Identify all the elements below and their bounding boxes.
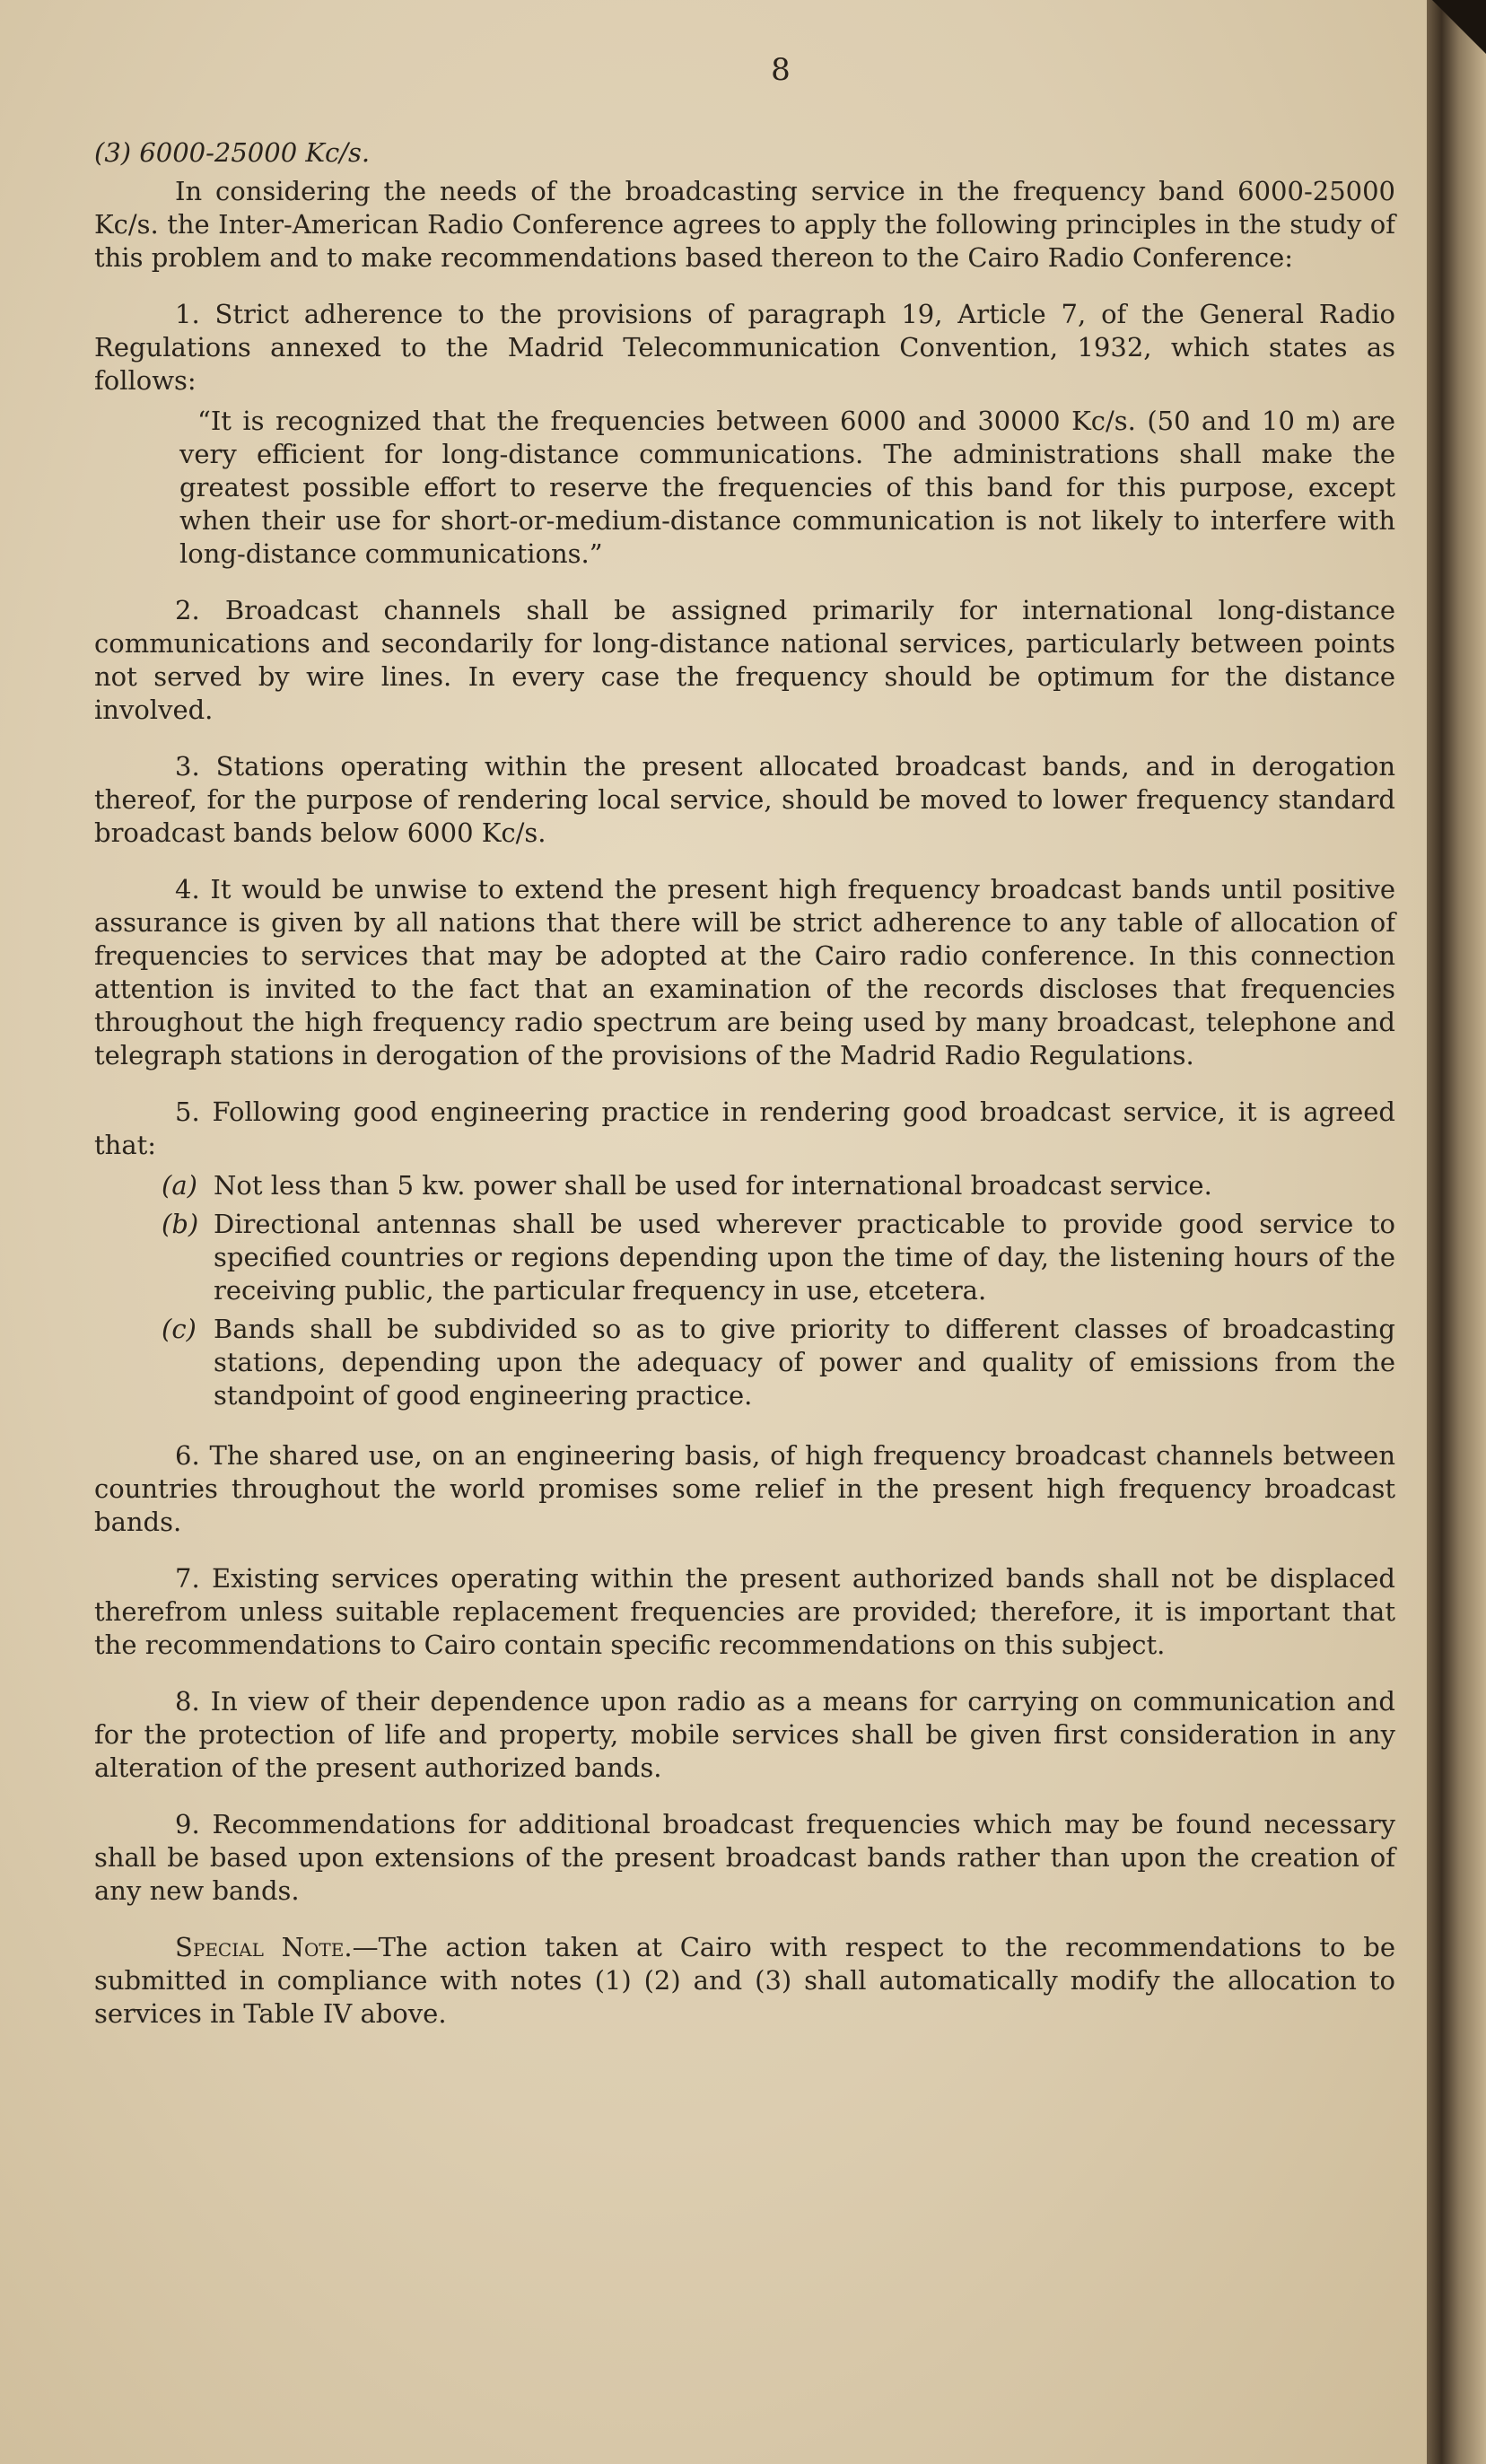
- special-note: [94, 1931, 1395, 2031]
- subitem-b: [162, 1208, 1395, 1307]
- item-2: 2. Broadcast channels shall be assigned primarily for international long-distance communications and secondarily for long-distance national services, particularly between points not served by wire lines. In every case the frequency should be optimum for the distance involved.: [94, 595, 1395, 725]
- subitem-text: Bands shall be subdivided so as to give priority to different classes of broadcasting stations, depending upon the adequacy of power and quality of emissions from the standpoint of good engineering practice.: [214, 1314, 1395, 1411]
- page-text: [94, 54, 1395, 2054]
- item-5: 5. Following good engineering practice in rendering good broadcast service, it is agreed that:: [94, 1097, 1395, 1160]
- subitem-c: [162, 1313, 1395, 1412]
- special-note-text: —The action taken at Cairo with respect to the recommendations to be submitted in compliance with notes (1) (2) and (3) shall automatically modify the allocation to services in Table IV above.: [94, 1932, 1396, 2029]
- special-note-label: Special Note.: [175, 1932, 353, 1962]
- page-corner-shadow: [1432, 0, 1486, 54]
- item-4: 4. It would be unwise to extend the present high frequency broadcast bands until positive assurance is given by all nations that there will be strict adherence to any table of allocation of frequencies to services that may be adopted at the Cairo radio conference. In this connection attention is invited to the fact that an examination of the records discloses that frequencies throughout the high frequency radio spectrum are being used by many broadcast, telephone and telegraph stations in derogation of the provisions of the Madrid Radio Regulations.: [94, 874, 1395, 1070]
- subitem-text: Not less than 5 kw. power shall be used for international broadcast service.: [214, 1170, 1212, 1201]
- book-gutter: [1427, 0, 1486, 2464]
- item-1: 1. Strict adherence to the provisions of paragraph 19, Article 7, of the General Radio Regulations annexed to the Madrid Telecommunication Convention, 1932, which states as follows:: [94, 299, 1395, 396]
- subitem-label: (b): [162, 1209, 199, 1239]
- subitem-label: (a): [162, 1170, 197, 1201]
- intro-paragraph: In considering the needs of the broadcasting service in the frequency band 6000-25000 Kc/s. the Inter-American Radio Conference agrees to apply the following principles in the study of this problem and to make recommendations based thereon to the Cairo Radio Conference:: [94, 176, 1395, 273]
- subitem-a: [162, 1169, 1395, 1202]
- item-6: 6. The shared use, on an engineering basis, of high frequency broadcast channels between countries throughout the world promises some relief in the present high frequency broadcast bands.: [94, 1440, 1395, 1537]
- page-number: 8: [771, 52, 791, 88]
- item-8: 8. In view of their dependence upon radio as a means for carrying on communication and for the protection of life and property, mobile services shall be given first consideration in any alteration of the present authorized bands.: [94, 1686, 1395, 1783]
- item-5-subitems: [94, 1169, 1395, 1412]
- item-9: 9. Recommendations for additional broadcast frequencies which may be found necessary shall be based upon extensions of the present broadcast bands rather than upon the creation of any new bands.: [94, 1809, 1395, 1906]
- section-heading: (3) 6000-25000 Kc/s.: [94, 137, 371, 168]
- subitem-label: (c): [162, 1314, 197, 1344]
- item-7: 7. Existing services operating within the present authorized bands shall not be displaced therefrom unless suitable replacement frequencies are provided; therefore, it is important that the recommendations to Cairo contain specific recommendations on this subject.: [94, 1563, 1395, 1660]
- item-3: 3. Stations operating within the present allocated broadcast bands, and in derogation thereof, for the purpose of rendering local service, should be moved to lower frequency standard broadcast bands below 6000 Kc/s.: [94, 751, 1395, 848]
- subitem-text: Directional antennas shall be used wherever practicable to provide good service to specified countries or regions depending upon the time of day, the listening hours of the receiving public, the particular frequency in use, etcetera.: [214, 1209, 1395, 1306]
- item-1-quote: “It is recognized that the frequencies between 6000 and 30000 Kc/s. (50 and 10 m) are very efficient for long-distance communications. The administrations shall make the greatest possible effort to reserve the frequencies of this band for this purpose, except when their use for short-or-medium-distance communication is not likely to interfere with long-distance communications.”: [179, 406, 1395, 569]
